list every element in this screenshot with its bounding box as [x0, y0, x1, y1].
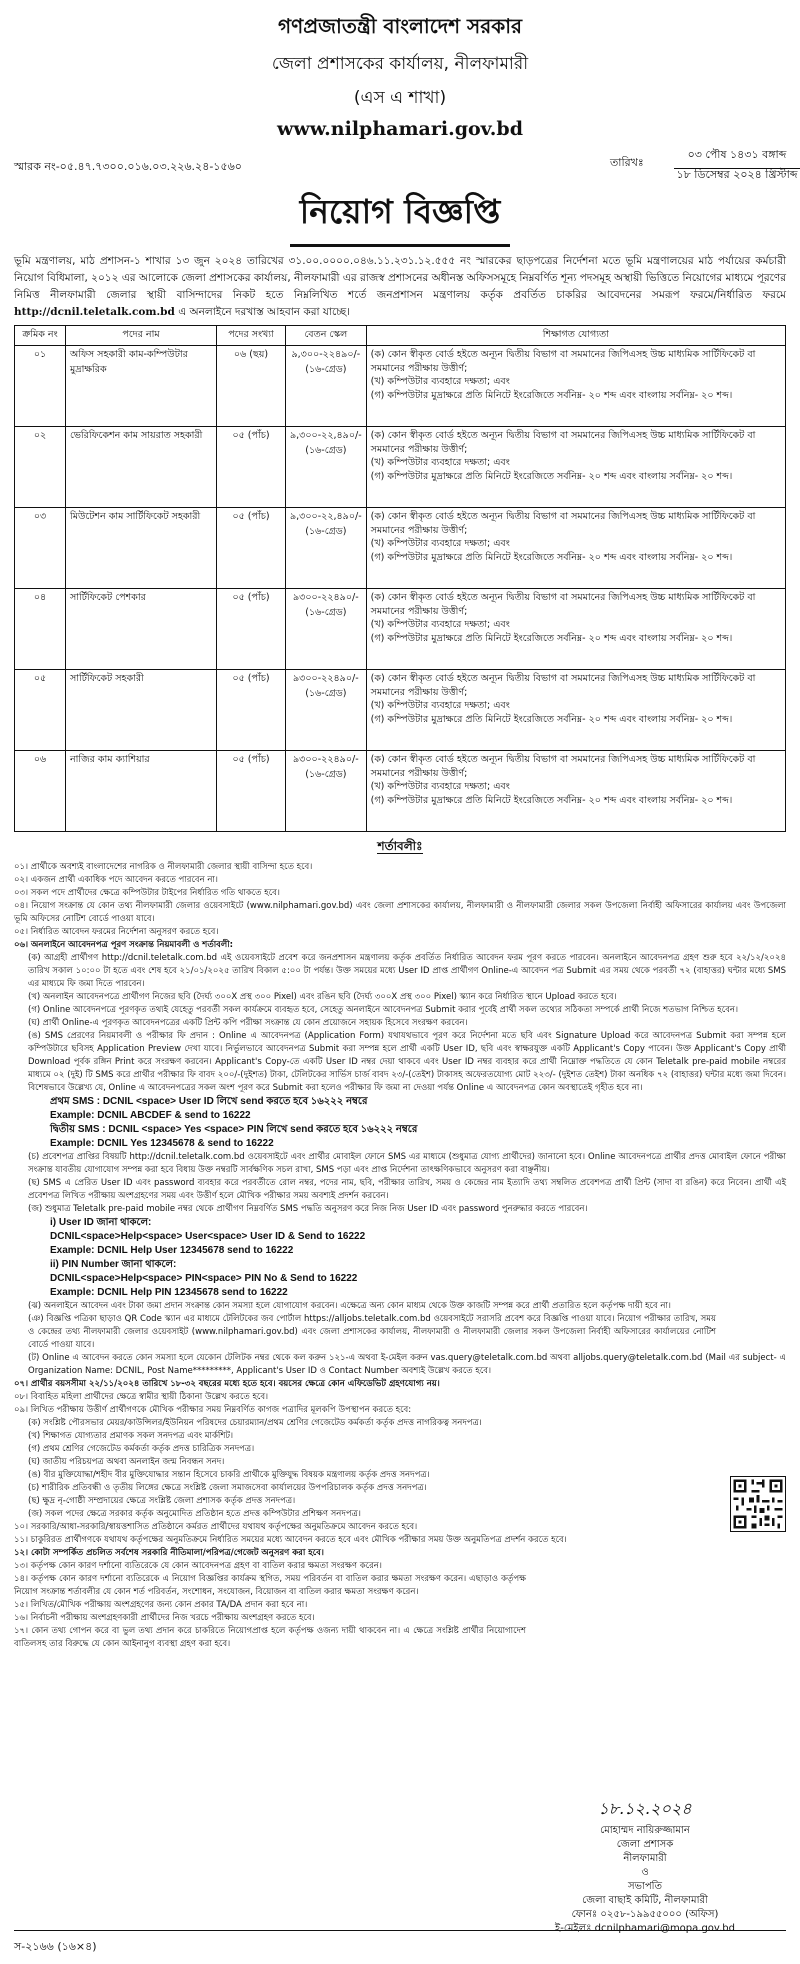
- pay-grade: (১৬-গ্রেড): [305, 769, 347, 780]
- cell-serial: ০৬: [15, 751, 66, 832]
- memo-row: [14, 144, 798, 186]
- condition-item: ১৭। কোন তথ্য গোপন করে বা ভুল তথ্য প্রদান করে চাকরিতে নিয়োগপ্রাপ্ত হলে কর্তৃপক্ষ ওজন্য দায়ী থাকবেন না। এ ক্ষেত্রে সংশ্লিষ্ট প্রার্থীর নিয়োগাদেশ বাতিলসহ তার বিরুদ্ধে যে কোন আইনানুগ ব্যবস্থা গ্রহণ করা হবে।: [14, 1626, 526, 1649]
- cell-post-name: ভেরিফিকেশন কাম সায়রাত সহকারী: [66, 427, 217, 508]
- posts-table: [14, 325, 786, 832]
- condition-subitem: (ছ) ক্ষুদ্র নৃ-গোষ্ঠী সম্প্রদায়ের ক্ষেত্রে সংশ্লিষ্ট জেলা প্রশাসক কর্তৃক প্রদত্ত সনদপত্র।: [28, 1496, 296, 1506]
- table-row: [15, 508, 786, 589]
- cell-serial: ০৩: [15, 508, 66, 589]
- footer-divider: [14, 1930, 786, 1931]
- pay-grade: (১৬-গ্রেড): [305, 364, 347, 375]
- condition-item: ০৬। অনলাইনে আবেদনপত্র পূরণ সংক্রান্ত নিয়মাবলী ও শর্তাবলী:: [14, 940, 234, 950]
- notice-title-text: নিয়োগ বিজ্ঞপ্তি: [290, 186, 510, 247]
- condition-subitem: (ক) আগ্রহী প্রার্থীগণ http://dcnil.teletalk.com.bd এই ওয়েবসাইটে প্রবেশ করে জনপ্রশাসন মন্ত্রণালয় কর্তৃক প্রবর্তিত নির্ধারিত আবেদন ফরম পূরণ করতে পারবেন। অনলাইনে আবেদনপত্র গ্রহণ শুরু হবে ২২/১২/২০২৪ তারিখ সকাল ১০:০০ টা হতে এবং শেষ হবে ২১/০১/২০২৫ তারিখ বিকাল ৫:০০ টা পর্যন্ত। উক্ত সময়ের মধ্যে User ID প্রাপ্ত প্রার্থীগণ Online-এ আবেদন পত্র Submit এর সময় থেকে পরবর্তী ৭২ (বাহাত্তর) ঘন্টার মধ্যে SMS এর মাধ্যমে ফি জমা দিতে পারবেন।: [28, 953, 786, 989]
- condition-subitem: (গ) Online আবেদনপত্রে পূরণকৃত তথ্যই যেহেতু পরবর্তী সকল কার্যক্রমে ব্যবহৃত হবে, সেহেতু অনলাইনে আবেদনপত্র Submit করার পূর্বেই প্রার্থী সকল তথ্যের সঠিকতা সম্পর্কে প্রার্থী নিজে শতভাগ নিশ্চিত হবেন।: [28, 1005, 739, 1015]
- signatory-and: ও: [641, 1867, 649, 1878]
- recovery-uid-label: i) User ID জানা থাকলে:: [50, 1217, 152, 1228]
- condition-item: ০৮। বিবাহিত মহিলা প্রার্থীদের ক্ষেত্রে স্বামীর স্থায়ী ঠিকানা উল্লেখ করতে হবে।: [14, 1392, 269, 1402]
- condition-item: ০৭। প্রার্থীর বয়সসীমা ২২/১১/২০২৪ তারিখে ১৮-৩২ বছরের মধ্যে হতে হবে। বয়সের ক্ষেত্রে কোন এফিডেভিট গ্রহণযোগ্য নয়।: [14, 1379, 440, 1389]
- notice-title: [14, 186, 786, 247]
- qualification-line: (খ) কম্পিউটার ব্যবহারে দক্ষতা; এবং: [370, 457, 510, 468]
- qualification-line: (গ) কম্পিউটার মুদ্রাক্ষরে প্রতি মিনিটে ইংরেজিতে সর্বনিম্ন- ২০ শব্দ এবং বাংলায় সর্বনিম্ন- ২০ শব্দ।: [370, 551, 733, 563]
- signatory-title: জেলা প্রশাসক: [616, 1839, 674, 1850]
- qualification-line: (ক) কোন স্বীকৃত বোর্ড হইতে অন্যূন দ্বিতীয় বিভাগ বা সমমানের জিপিএসহ উচ্চ মাধ্যমিক সার্টিফিকেট বা সমমানের পরীক্ষায় উত্তীর্ণ;: [370, 430, 756, 455]
- table-row: [15, 670, 786, 751]
- condition-item: ১০। সরকারি/আধা-সরকারি/স্বায়ত্তশাসিত প্রতিষ্ঠানে কর্মরত প্রার্থীদের যথাযথ কর্তৃপক্ষের অনুমতিক্রমে আবেদন করতে হবে।: [14, 1522, 418, 1532]
- condition-subitem: (ছ) SMS এ প্রেরিত User ID এবং password ব্যবহার করে পরবর্তীতে রোল নম্বর, পদের নাম, ছবি, পরীক্ষার তারিখ, সময় ও কেন্দ্রের নাম ইত্যাদি তথ্য সম্বলিত প্রবেশপত্র প্রার্থী প্রিন্ট (সাদা বা রঙিন) করে নিবেন। প্রার্থী এই প্রবেশপত্র লিখিত পরীক্ষায় অংশগ্রহণের সময় এবং উত্তীর্ণ হলে মৌখিক পরীক্ষার সময় অবশ্যই প্রদর্শন করবেন।: [28, 1178, 786, 1201]
- cell-qualification: [366, 346, 785, 427]
- cell-post-count: ০৫ (পাঁচ): [217, 751, 286, 832]
- date-label: তারিখঃ: [610, 156, 644, 169]
- pay-grade: (১৬-গ্রেড): [305, 526, 347, 537]
- conditions-heading-text: শর্তাবলীঃ: [377, 839, 423, 853]
- condition-subitem: (ঘ) জাতীয় পরিচয়পত্র অথবা অনলাইন জন্ম নিবন্ধন সনদ।: [28, 1457, 225, 1467]
- cell-pay-scale: [286, 589, 367, 670]
- letterhead: [14, 12, 786, 140]
- sms-first-label: প্রথম SMS : DCNIL <space> User ID লিখে send করতে হবে ১৬২২২ নম্বরে: [50, 1096, 368, 1107]
- condition-item: ০১। প্রার্থীকে অবশ্যই বাংলাদেশের নাগরিক ও নীলফামারী জেলার স্থায়ী বাসিন্দা হতে হবে।: [14, 862, 313, 872]
- condition-subitem: (ঙ) বীর মুক্তিযোদ্ধা/শহীদ বীর মুক্তিযোদ্ধার সন্তান হিসেবে চাকরি প্রার্থীকে মুক্তিযুদ্ধ বিষয়ক মন্ত্রণালয় কর্তৃক প্রদত্ত সনদপত্র।: [28, 1470, 430, 1480]
- condition-subitem: (জ) শুধুমাত্র Teletalk pre-paid mobile নম্বর থেকে প্রার্থীগণ নিম্নবর্ণিত SMS পদ্ধতি অনুসরণ করে নিজ নিজ User ID এবং password পুনরুদ্ধার করতে পারবেন।: [28, 1204, 588, 1214]
- government-name: গণপ্রজাতন্ত্রী বাংলাদেশ সরকার: [278, 14, 522, 38]
- cell-serial: ০২: [15, 427, 66, 508]
- condition-item: ০৩। সকল পদে প্রার্থীদের ক্ষেত্রে কম্পিউটার টাইপের নির্ধারিত গতি থাকতে হবে।: [14, 888, 280, 898]
- qualification-line: (ক) কোন স্বীকৃত বোর্ড হইতে অন্যূন দ্বিতীয় বিভাগ বা সমমানের জিপিএসহ উচ্চ মাধ্যমিক সার্টিফিকেট বা সমমানের পরীক্ষায় উত্তীর্ণ;: [370, 673, 756, 698]
- recovery-uid-example: Example: DCNIL Help User 12345678 send to 16222: [50, 1245, 294, 1256]
- qualification-line: (খ) কম্পিউটার ব্যবহারে দক্ষতা; এবং: [370, 781, 510, 792]
- recovery-pin-format: DCNIL<space>Help<space> PIN<space> PIN No & Send to 16222: [50, 1273, 358, 1284]
- condition-subitem: (গ) প্রথম শ্রেণির গেজেটেড কর্মকর্তা কর্তৃক প্রদত্ত চারিত্রিক সনদপত্র।: [28, 1444, 255, 1454]
- table-row: [15, 427, 786, 508]
- condition-subitem: (ঞ) বিজ্ঞপ্তি পত্রিকা ছাড়াও QR Code স্ক্যান এর মাধ্যমে টেলিটকের জব পোর্টাল https://alljobs.teletalk.com.bd ওয়েবসাইটে সরাসরি প্রবেশ করে বিজ্ঞপ্তি পাওয়া যাবে। নিয়োগ পরীক্ষার তারিখ, সময় ও কেন্দ্রের তথ্য নীলফামারী জেলার ওয়েবসাইট (www.nilphamari.gov.bd) এবং জেলা প্রশাসকের কার্যালয়, নীলফামারী ও নীলফামারী জেলার সকল উপজেলা নির্বাহী অফিসারের কার্যালয়ের নোটিশ বোর্ডে পাওয়া যাবে।: [28, 1314, 716, 1350]
- signatory-place: নীলফামারী: [623, 1853, 667, 1864]
- signatory-role: সভাপতি: [627, 1881, 663, 1892]
- cell-serial: ০১: [15, 346, 66, 427]
- cell-qualification: [366, 670, 785, 751]
- office-name: জেলা প্রশাসকের কার্যালয়, নীলফামারী: [271, 54, 529, 74]
- qualification-line: (ক) কোন স্বীকৃত বোর্ড হইতে অন্যূন দ্বিতীয় বিভাগ বা সমমানের জিপিএসহ উচ্চ মাধ্যমিক সার্টিফিকেট বা সমমানের পরীক্ষায় উত্তীর্ণ;: [370, 349, 756, 374]
- qualification-line: (খ) কম্পিউটার ব্যবহারে দক্ষতা; এবং: [370, 700, 510, 711]
- condition-item: ১১। চাকুরিরত প্রার্থীগণকে যথাযথ কর্তৃপক্ষের অনুমতিক্রমে নির্ধারিত সময়ের মধ্যে আবেদন করতে হবে এবং মৌখিক পরীক্ষার সময় উক্ত অনুমতিপত্র প্রদর্শন করতে হবে।: [14, 1535, 567, 1545]
- pay-range: ৯৩০০-২২৪৯০/-: [293, 673, 359, 684]
- qualification-line: (গ) কম্পিউটার মুদ্রাক্ষরে প্রতি মিনিটে ইংরেজিতে সর্বনিম্ন- ২০ শব্দ এবং বাংলায় সর্বনিম্ন- ২০ শব্দ।: [370, 389, 733, 401]
- condition-item: ১৫। লিখিত/মৌখিক পরীক্ষায় অংশগ্রহণের জন্য কোন প্রকার TA/DA প্রদান করা হবে না।: [14, 1600, 308, 1610]
- qualification-line: (খ) কম্পিউটার ব্যবহারে দক্ষতা; এবং: [370, 376, 510, 387]
- cell-qualification: [366, 508, 785, 589]
- sms-second-label: দ্বিতীয় SMS : DCNIL <space> Yes <space> PIN লিখে send করতে হবে ১৬২২২ নম্বরে: [50, 1124, 418, 1135]
- condition-item: ০৫। নির্ধারিত আবেদন ফরমের নির্দেশনা অনুসরণ করতে হবে।: [14, 927, 219, 937]
- qr-code-icon: [731, 1477, 785, 1531]
- cell-pay-scale: [286, 427, 367, 508]
- table-header-row: [15, 326, 786, 346]
- signatory-committee: জেলা বাছাই কমিটি, নীলফামারী: [582, 1895, 708, 1906]
- col-serial: ক্রমিক নং: [15, 326, 66, 346]
- recovery-uid-format: DCNIL<space>Help<space> User<space> User ID & Send to 16222: [50, 1231, 366, 1242]
- condition-subitem: (জ) সকল পদের ক্ষেত্রে সরকার কর্তৃক অনুমোদিত প্রতিষ্ঠান হতে প্রদত্ত কম্পিউটার প্রশিক্ষণ সনদপত্র।: [28, 1509, 361, 1519]
- condition-item: ১৬। নির্বাচনী পরীক্ষায় অংশগ্রহণকারী প্রার্থীদের নিজ খরচে পরীক্ষায় অংশগ্রহণ করতে হবে।: [14, 1613, 315, 1623]
- col-post-name: পদের নাম: [66, 326, 217, 346]
- condition-item: ০৪। নিয়োগ সংক্রান্ত যে কোন তথ্য নীলফামারী জেলার ওয়েবসাইটে (www.nilphamari.gov.bd) এবং জেলা প্রশাসকের কার্যালয়, নীলফামারী ও নীলফামারী জেলার সকল উপজেলা নির্বাহী অফিসারের কার্যালয় এবং উপজেলা ভূমি অফিসের নোটিশ বোর্ডে পাওয়া যাবে।: [14, 901, 786, 924]
- cell-pay-scale: [286, 670, 367, 751]
- qualification-line: (ক) কোন স্বীকৃত বোর্ড হইতে অন্যূন দ্বিতীয় বিভাগ বা সমমানের জিপিএসহ উচ্চ মাধ্যমিক সার্টিফিকেট বা সমমানের পরীক্ষায় উত্তীর্ণ;: [370, 754, 756, 779]
- memo-number: স্মারক নং-০৫.৪৭.৭৩০০.০১৬.০৩.২২৬.২৪-১৫৬০: [14, 160, 242, 173]
- qualification-line: (গ) কম্পিউটার মুদ্রাক্ষরে প্রতি মিনিটে ইংরেজিতে সর্বনিম্ন- ২০ শব্দ এবং বাংলায় সর্বনিম্ন- ২০ শব্দ।: [370, 632, 733, 644]
- pay-range: ৯৩০০-২২৪৯০/-: [293, 592, 359, 603]
- qualification-line: (গ) কম্পিউটার মুদ্রাক্ষরে প্রতি মিনিটে ইংরেজিতে সর্বনিম্ন- ২০ শব্দ এবং বাংলায় সর্বনিম্ন- ২০ শব্দ।: [370, 713, 733, 725]
- sms-first-example: Example: DCNIL ABCDEF & send to 16222: [50, 1110, 251, 1121]
- qualification-line: (ক) কোন স্বীকৃত বোর্ড হইতে অন্যূন দ্বিতীয় বিভাগ বা সমমানের জিপিএসহ উচ্চ মাধ্যমিক সার্টিফিকেট বা সমমানের পরীক্ষায় উত্তীর্ণ;: [370, 511, 756, 536]
- condition-subitem: (খ) অনলাইন আবেদনপত্রে প্রার্থীগণ নিজের ছবি (দৈর্ঘ্য ৩০০X প্রস্থ ৩০০ Pixel) এবং রঙিন ছবি (দৈর্ঘ্য ৩০০X প্রস্থ ৩০০ Pixel) স্ক্যান করে নির্ধারিত স্থানে Upload করতে হবে।: [28, 992, 617, 1002]
- signature-block: [520, 1799, 770, 1936]
- col-pay-scale: বেতন স্কেল: [286, 326, 367, 346]
- intro-paragraph: [14, 253, 786, 321]
- cell-post-count: ০৫ (পাঁচ): [217, 427, 286, 508]
- condition-item: ০২। একজন প্রার্থী একাধিক পদে আবেদন করতে পারবেন না।: [14, 875, 218, 885]
- qualification-line: (গ) কম্পিউটার মুদ্রাক্ষরে প্রতি মিনিটে ইংরেজিতে সর্বনিম্ন- ২০ শব্দ এবং বাংলায় সর্বনিম্ন- ২০ শব্দ।: [370, 794, 733, 806]
- cell-qualification: [366, 751, 785, 832]
- condition-subitem: (চ) প্রবেশপত্র প্রাপ্তির বিষয়টি http://dcnil.teletalk.com.bd ওয়েবসাইটে এবং প্রার্থীর মোবাইল ফোনে SMS এর মাধ্যমে (শুধুমাত্র যোগ্য প্রার্থীদের) জানানো হবে। Online আবেদনপত্রে প্রার্থীর প্রদত্ত মোবাইল ফোনে পরীক্ষা সংক্রান্ত যাবতীয় যোগাযোগ সম্পন্ন করা হবে বিধায় উক্ত নম্বরটি সার্বক্ষণিক সচল রাখা, SMS পড়া এবং প্রাপ্ত নির্দেশনা তাৎক্ষণিকভাবে অনুসরণ করা বাঞ্ছনীয়।: [28, 1152, 786, 1175]
- cell-qualification: [366, 589, 785, 670]
- cell-pay-scale: [286, 346, 367, 427]
- condition-subitem: (ঙ) SMS প্রেরণের নিয়মাবলী ও পরীক্ষার ফি প্রদান : Online এ আবেদনপত্র (Application Form) যথাযথভাবে পূরণ করে নির্দেশনা মতে ছবি এবং Signature Upload করে আবেদনপত্র Submit করা সম্পন্ন হলে কম্পিউটারে ছবিসহ Application Preview দেখা যাবে। নির্ভুলভাবে আবেদনপত্র Submit করা সম্পন্ন হলে প্রার্থী একটি User ID, ছবি এবং স্বাক্ষরযুক্ত একটি Applicant's Copy পাবেন। উক্ত Applicant's Copy প্রার্থী Download পূর্বক রঙ্গিন Print করে সংরক্ষণ করবেন। Applicant's Copy-তে একটি User ID নম্বর দেয়া থাকবে এবং User ID নম্বর ব্যবহার করে প্রার্থী নিম্নোক্ত পদ্ধতিতে যে কোন Teletalk pre-paid mobile নম্বরের মাধ্যমে ০২ (দুই) টি SMS করে প্রার্থীর পরীক্ষার ফি বাবদ ২০০/-(দুইশত) টাকা, টেলিটকের সার্ভিস চার্জ বাবদ ২৩/-(তেইশ) টাকাসহ অফেরতযোগ্য মোট ২২৩/- (দুইশত তেইশ) টাকা অনধিক ৭২ (বাহাত্তর) ঘন্টার মধ্যে জমা দিবেন। বিশেষভাবে উল্লেখ্য যে, Online এ আবেদনপত্রের সকল অংশ পূরণ করে Submit করা হলেও পরীক্ষার ফি জমা না দেওয়া পর্যন্ত Online এ আবেদনপত্র কোন অবস্থাতেই গৃহীত হবে না।: [28, 1031, 786, 1093]
- condition-item: ১২। কোটা সম্পর্কিত প্রচলিত সর্বশেষ সরকারি নীতিমালা/পরিপত্র/গেজেট অনুসরণ করা হবে।: [14, 1548, 324, 1558]
- condition-subitem: (চ) শারীরিক প্রতিবন্ধী ও তৃতীয় লিঙ্গের ক্ষেত্রে সংশ্লিষ্ট জেলা সমাজসেবা কার্যালয়ের উপপরিচালক কর্তৃক প্রদত্ত সনদপত্র।: [28, 1483, 427, 1493]
- intro-text: ভূমি মন্ত্রণালয়, মাঠ প্রশাসন-১ শাখার ১৩ জুন ২০২৪ তারিখের ৩১.০০.০০০০.০৪৬.১১.২৩১.১২.৫৫৫ নং স্মারকের ছাড়পত্রের নির্দেশনা মতে ভূমি মন্ত্রণালয়ের মাঠ পর্যায়ের কর্মচারী নিয়োগ বিধিমালা, ২০১২ এর আলোকে জেলা প্রশাসকের কার্যালয়, নীলফামারী এর রাজস্ব প্রশাসনের অধীনস্ত অফিসসমূহে নিম্নবর্ণিত শূন্য পদসমূহ অস্থায়ী ভিত্তিতে নিয়োগের মাধ্যমে পূরণের নিমিত্ত নীলফামারী জেলার স্থায়ী বাসিন্দাদের নিকট হতে নিম্নলিখিত শর্তে জনপ্রশাসন মন্ত্রণালয় কর্তৃক প্রবর্তিত চাকরির আবেদনের সমরূপ ফরমে/নির্ধারিত ফরমে: [14, 255, 786, 301]
- condition-item: ১৪। কর্তৃপক্ষ কোন কারণ দর্শানো ব্যতিরেকে এ নিয়োগ বিজ্ঞপ্তির কার্যক্রম স্থগিত, সময় পরিবর্তন বা বাতিল করার ক্ষমতা সংরক্ষণ করেন। এছাড়াও কর্তৃপক্ষ নিয়োগ সংক্রান্ত শর্তাবলীর যে কোন শর্ত পরিবর্তন, সংশোধন, সংযোজন, বিয়োজন বা বাতিল করার ক্ষমতা সংরক্ষণ করেন।: [14, 1574, 526, 1597]
- sms-second-example: Example: DCNIL Yes 12345678 & send to 16222: [50, 1138, 274, 1149]
- table-row: [15, 589, 786, 670]
- pay-range: ৯,৩০০-২২,৪৯০/-: [290, 430, 362, 441]
- qualification-line: (খ) কম্পিউটার ব্যবহারে দক্ষতা; এবং: [370, 619, 510, 630]
- qualification-line: (খ) কম্পিউটার ব্যবহারে দক্ষতা; এবং: [370, 538, 510, 549]
- condition-subitem: (ট) Online এ আবেদন করতে কোন সমস্যা হলে যেকোন টেলিটক নম্বর থেকে কল করুন ১২১-এ অথবা ই-মেইল করুন vas.query@teletalk.com.bd অথবা alljobs.query@teletalk.com.bd (Mail এর subject- এ Organization Name: DCNIL, Post Name*********, Applicant's User ID ও Contact Number অবশ্যই উল্লেখ করতে হবে।: [28, 1353, 786, 1376]
- recovery-pin-label: ii) PIN Number জানা থাকলে:: [50, 1259, 177, 1270]
- cell-post-name: সার্টিফিকেট সহকারী: [66, 670, 217, 751]
- cell-post-name: অফিস সহকারী কাম-কম্পিউটার মুদ্রাক্ষরিক: [66, 346, 217, 427]
- cell-post-count: ০৫ (পাঁচ): [217, 670, 286, 751]
- conditions-heading: [14, 838, 786, 858]
- cell-post-name: মিউটেশন কাম সার্টিফিকেট সহকারী: [66, 508, 217, 589]
- col-post-count: পদের সংখ্যা: [217, 326, 286, 346]
- qualification-line: (গ) কম্পিউটার মুদ্রাক্ষরে প্রতি মিনিটে ইংরেজিতে সর্বনিম্ন- ২০ শব্দ এবং বাংলায় সর্বনিম্ন- ২০ শব্দ।: [370, 470, 733, 482]
- table-row: [15, 346, 786, 427]
- signatory-name: মোহাম্মদ নায়িরুজ্জামান: [600, 1825, 690, 1836]
- qr-code[interactable]: [730, 1476, 786, 1532]
- date-bangla: ০৩ পৌষ ১৪৩১ বঙ্গাব্দ: [674, 146, 800, 169]
- qualification-line: (ক) কোন স্বীকৃত বোর্ড হইতে অন্যূন দ্বিতীয় বিভাগ বা সমমানের জিপিএসহ উচ্চ মাধ্যমিক সার্টিফিকেট বা সমমানের পরীক্ষায় উত্তীর্ণ;: [370, 592, 756, 617]
- conditions-list: [14, 861, 786, 1651]
- signature: ১৮.১২.২০২৪: [598, 1799, 692, 1818]
- condition-subitem: (ঝ) অনলাইনে আবেদন এবং টাকা জমা প্রদান সংক্রান্ত কোন সমস্যা হলে যোগাযোগ করবেন। এক্ষেত্রে অন্য কোন মাধ্যম থেকে উক্ত কাজটি সম্পন্ন করে প্রার্থী প্রতারিত হলে কর্তৃপক্ষ দায়ী হবে না।: [28, 1301, 671, 1311]
- cell-qualification: [366, 427, 785, 508]
- cell-pay-scale: [286, 508, 367, 589]
- intro-text-end: এ অনলাইনে দরখাস্ত আহবান করা যাচ্ছে।: [178, 306, 350, 318]
- cell-post-count: ০৫ (পাঁচ): [217, 508, 286, 589]
- date-english: ১৮ ডিসেম্বর ২০২৪ খ্রিস্টাব্দ: [676, 168, 798, 181]
- cell-post-name: নাজির কাম ক্যাশিয়ার: [66, 751, 217, 832]
- table-row: [15, 751, 786, 832]
- cell-post-count: ০৬ (ছয়): [217, 346, 286, 427]
- cell-pay-scale: [286, 751, 367, 832]
- cell-post-name: সার্টিফিকেট পেশকার: [66, 589, 217, 670]
- signatory-email[interactable]: ই-মেইলঃ dcnilphamari@mopa.gov.bd: [555, 1923, 735, 1934]
- cell-post-count: ০৫ (পাঁচ): [217, 589, 286, 670]
- cell-serial: ০৪: [15, 589, 66, 670]
- branch-name: (এস এ শাখা): [353, 88, 447, 108]
- apply-url[interactable]: http://dcnil.teletalk.com.bd: [14, 306, 175, 318]
- condition-subitem: (খ) শিক্ষাগত যোগ্যতার প্রমাণক সকল সনদপত্র এবং মার্কশিট।: [28, 1431, 234, 1441]
- cell-serial: ০৫: [15, 670, 66, 751]
- website[interactable]: www.nilphamari.gov.bd: [277, 118, 523, 140]
- pay-range: ৯,৩০০-২২৪৯০/-: [291, 349, 361, 360]
- signatory-phone: ফোনঃ ০২৫৮-১৯৯৫৫০০০ (অফিস): [571, 1909, 719, 1920]
- condition-item: ১৩। কর্তৃপক্ষ কোন কারণ দর্শানো ব্যতিরেকে যে কোন আবেদনপত্র গ্রহণ বা বাতিল করার ক্ষমতা সংরক্ষণ করেন।: [14, 1561, 382, 1571]
- condition-item: ০৯। লিখিত পরীক্ষায় উত্তীর্ণ প্রার্থীগণকে মৌখিক পরীক্ষার সময় নিম্নবর্ণিত কাগজ পত্রাদির মূলকপি উপস্থাপন করতে হবে:: [14, 1405, 412, 1415]
- pay-range: ৯৩০০-২২৪৯০/-: [293, 754, 359, 765]
- condition-subitem: (ক) সংশ্লিষ্ট পৌরসভার মেয়র/কাউন্সিলর/ইউনিয়ন পরিষদের চেয়ারম্যান/প্রথম শ্রেণির গেজেটেড কর্মকর্তা কর্তৃক প্রদত্ত নাগরিকত্ব সনদপত্র।: [28, 1418, 482, 1428]
- pay-grade: (১৬-গ্রেড): [305, 445, 347, 456]
- pay-grade: (১৬-গ্রেড): [305, 607, 347, 618]
- pay-range: ৯,৩০০-২২,৪৯০/-: [290, 511, 362, 522]
- footer-code: স-২১৬৬ (১৬×৪): [14, 1940, 97, 1953]
- recovery-pin-example: Example: DCNIL Help PIN 12345678 send to 16222: [50, 1287, 288, 1298]
- condition-subitem: (ঘ) প্রার্থী Online-এ পূরণকৃত আবেদনপত্রের একটি প্রিন্ট কপি পরীক্ষা সংক্রান্ত যে কোন প্রয়োজনে সহায়ক হিসেবে সংরক্ষণ করবেন।: [28, 1018, 468, 1028]
- pay-grade: (১৬-গ্রেড): [305, 688, 347, 699]
- col-qualification: শিক্ষাগত যোগ্যতা: [366, 326, 785, 346]
